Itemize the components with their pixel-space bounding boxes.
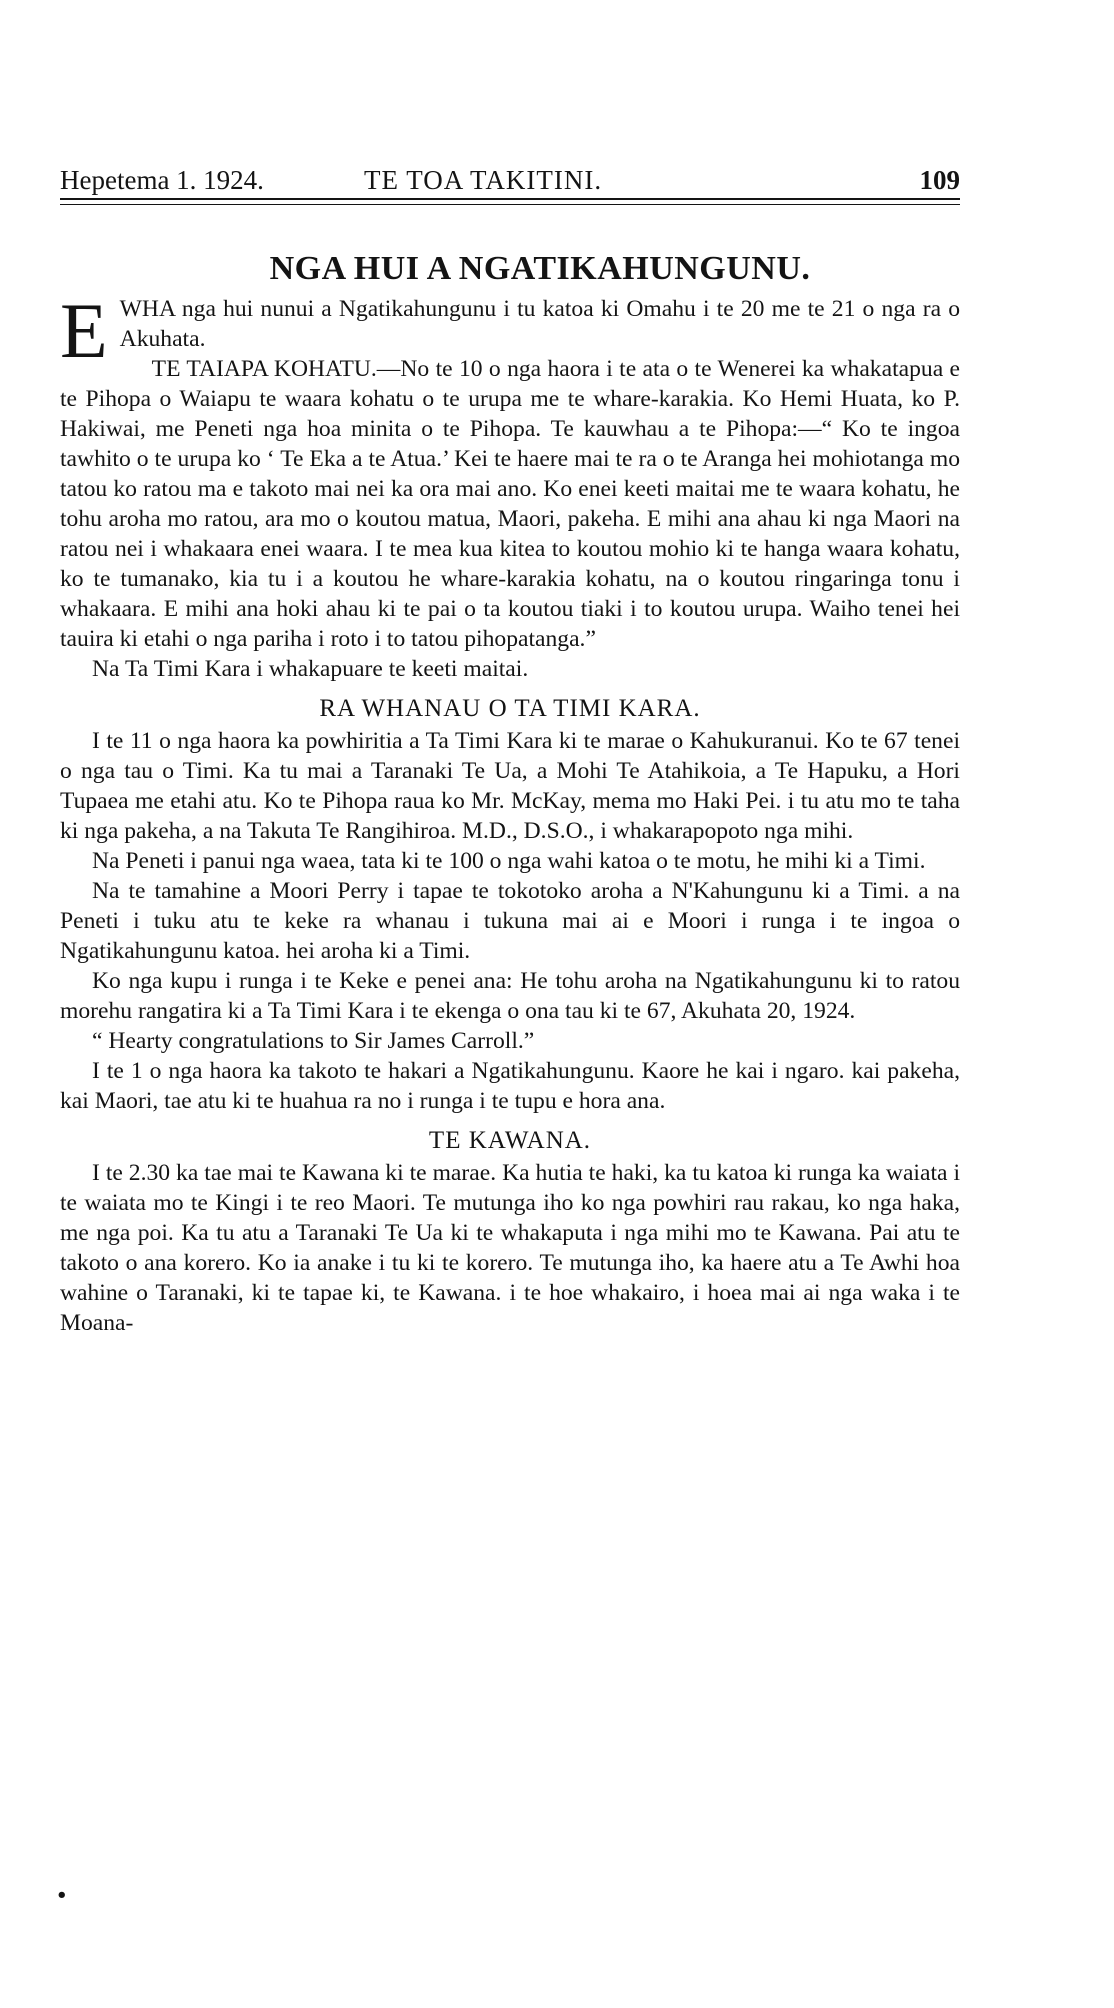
paragraph: I te 11 o nga haora ka powhiritia a Ta Timi Kara ki te marae o Kahukuranui. Ko te 67 tenei o nga tau o Timi. Ka tu mai a Taranaki Te Ua, a Mohi Te Atahikoia, a Te Hapuku, a Hori Tupaea me etahi atu. Ko te Pihopa raua ko Mr. McKay, mema mo Haki Pei. i tu atu mo te taha ki nga pakeha, a na Takuta Te Rangihiroa. M.D., D.S.O., i whakarapopoto nga mihi. [60,728,960,844]
lead-paragraph [60,287,960,374]
paragraph: I te 1 o nga haora ka takoto te hakari a Ngatikahungunu. Kaore he kai i ngaro. kai pakeha, kai Maori, tae atu ki te huahua ra no i runga i te tupu e hora ana. [60,1058,960,1114]
lead-text: WHA nga hui nunui a Ngatikahungunu i tu katoa ki Omahu i te 20 me te 21 o nga ra o Akuhata. [119,296,960,352]
paragraph: Ko nga kupu i runga i te Keke e penei ana: He tohu aroha na Ngatikahungunu ki to ratou morehu rangatira ki a Ta Timi Kara i te ekenga o ona tau ki te 67, Akuhata 20, 1924. [60,968,960,1024]
publication-title: TE TOA TAKITINI. [364,165,603,195]
paragraph: Na Peneti i panui nga waea, tata ki te 100 o nga wahi katoa o te motu, he mihi ki a Timi. [92,848,926,874]
drop-cap: E [60,287,108,374]
paragraph: TE TAIAPA KOHATU.—No te 10 o nga haora i te ata o te Wenerei ka whakatapua e te Pihopa o Waiapu te waara kohatu o te urupa me te whare-karakia. Ko Hemi Huata, ko P. Hakiwai, me Peneti nga hoa minita o te Pihopa. Te kauwhau a te Pihopa:—“ Ko te ingoa tawhito o te urupa ko ‘ Te Eka a te Atua.’ Kei te haere mai te ra o te Aranga hei mohiotanga mo tatou ko ratou ma e takoto mai nei ka ora mai ano. Ko enei keeti maitai me te waara kohatu, he tohu aroha mo ratou, ara mo o koutou matua, Maori, pakeha. E mihi ana ahau ki nga Maori na ratou nei i whakaara enei waara. I te mea kua kitea to koutou mohio ki te hanga waara kohatu, ko te tumanako, kia tu i a koutou he whare-karakia kohatu, na o koutou ringaringa tonu i whakaara. E mihi ana hoki ahau ki te pai o ta koutou tiaki i to koutou urupa. Waiho tenei hei tauira ki etahi o nga pariha i roto i to tatou pihopatanga.” [60,356,960,652]
paragraph: Na Ta Timi Kara i whakapuare te keeti maitai. [92,656,529,682]
paragraph: I te 2.30 ka tae mai te Kawana ki te marae. Ka hutia te haki, ka tu katoa ki runga ka waiata i te waiata mo te Kingi i te reo Maori. Te mutunga iho ko nga powhiri rau rakau, ko nga haka, me nga poi. Ka tu atu a Taranaki Te Ua ki te whakaputa i nga mihi mo te Kawana. Pai atu te takoto o ana korero. Ko ia anake i tu ki te korero. Te mutunga iho, ka haere atu a Te Awhi hoa wahine o Taranaki, ki te tapae ki, te Kawana. i te hoe whakairo, i hoea mai ai nga waka i te Moana- [60,1160,960,1336]
footer-mark: • [56,1885,68,1906]
section-heading-whanau: RA WHANAU O TA TIMI KARA. [319,695,701,722]
running-head [60,165,960,199]
header-rule-thin [60,204,960,205]
paragraph: Na te tamahine a Moori Perry i tapae te tokotoko aroha a N'Kahungunu ki a Timi. a na Peneti i tuku atu te keke ra whanau i tukuna mai ai e Moori i runga i te ingoa o Ngatikahungunu katoa. hei aroha ki a Timi. [60,878,960,964]
paragraph: “ Hearty congratulations to Sir James Carroll.” [92,1028,535,1054]
header-rule-thick [60,198,960,200]
article-title: NGA HUI A NGATIKAHUNGUNU. [269,250,811,287]
article-body [60,248,960,1338]
section-heading-kawana: TE KAWANA. [428,1127,592,1154]
issue-date: Hepetema 1. 1924. [60,165,264,195]
page-number: 109 [919,165,960,195]
